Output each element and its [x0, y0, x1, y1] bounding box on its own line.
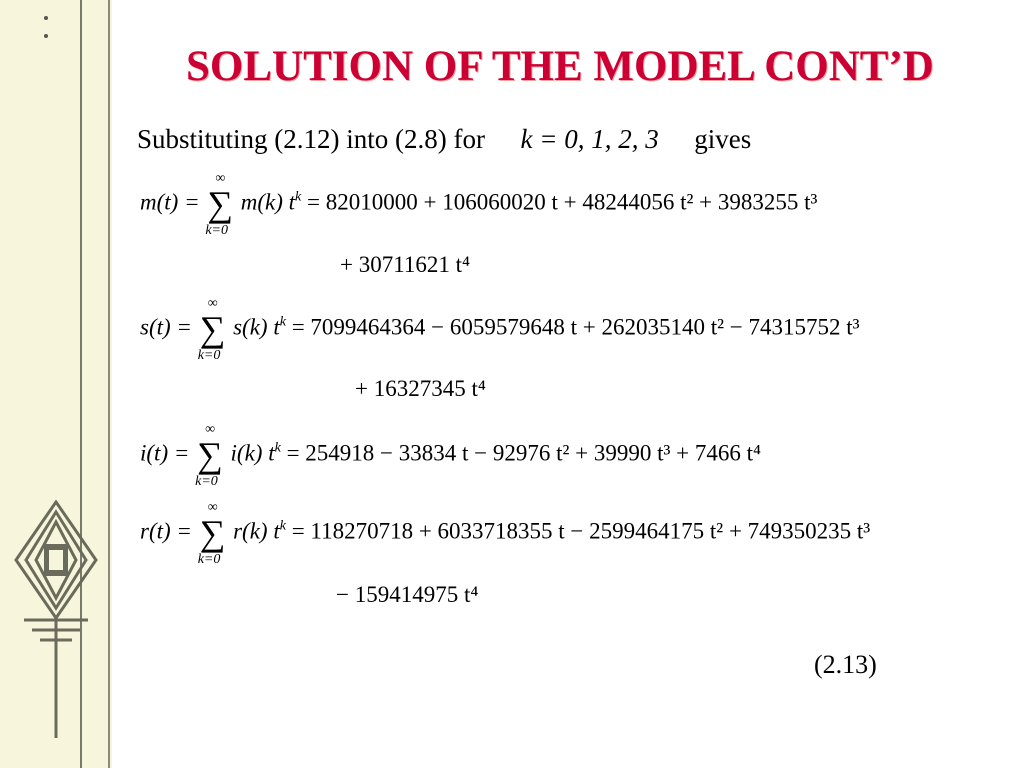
- summation-symbol: ∑ ∞ k=0: [197, 296, 226, 363]
- summation-symbol: ∑ ∞ k=0: [197, 500, 226, 567]
- equation-i: i(t) = ∑ ∞ k=0 i(k) $t^k = 254918 - 33834$ t − 92976 t² + 39990 t³ + 7466 t⁴: [140, 422, 762, 489]
- equation-polynomial: = 7099464364 − 6059579648 t + 262035140 t² − 74315752 t³: [291, 314, 860, 340]
- band-dot: [44, 34, 48, 38]
- equation-lhs: i(t) =: [140, 440, 190, 466]
- equation-term: m(k) t: [240, 189, 296, 215]
- equation-term: i(k) t: [230, 440, 275, 466]
- equation-polynomial: = 82010000 + 106060020 t + 48244056 t² + 3983255 t³: [307, 189, 818, 215]
- equation-s: s(t) = ∑ ∞ k=0 s(k) $t^k = 7099464364 - 6059579648$ t + 262035140 t² − 74315752 t³: [140, 296, 860, 363]
- intro-suffix: gives: [694, 124, 752, 154]
- summation-symbol: ∑ ∞ k=0: [195, 422, 223, 489]
- intro-sentence: [137, 124, 751, 155]
- equation-m: m(t) = ∑ ∞ k=0 m(k) $t^k = 82010000 + 106060020$ t + 48244056 t² + 3983255 t³: [140, 171, 818, 238]
- equation-polynomial: = 254918 − 33834 t − 92976 t² + 39990 t³ + 7466 t⁴: [286, 440, 762, 466]
- equation-lhs: r(t) =: [140, 518, 192, 544]
- equation-polynomial: = 118270718 + 6033718355 t − 2599464175 t² + 749350235 t³: [291, 518, 871, 544]
- k-values: k = 0, 1, 2, 3: [520, 124, 659, 154]
- equation-number: (2.13): [814, 650, 877, 679]
- band-divider-line: [108, 0, 110, 768]
- equation-r-continuation: − 159414975 t⁴: [336, 582, 479, 607]
- equation-r: r(t) = ∑ ∞ k=0 r(k) $t^k = 118270718 + 6033718355$ t − 2599464175 t² + 749350235 t³: [140, 500, 871, 567]
- band-dot: [44, 16, 48, 20]
- equation-lhs: m(t) =: [140, 189, 200, 215]
- equation-lhs: s(t) =: [140, 314, 192, 340]
- equation-s-continuation: + 16327345 t⁴: [355, 376, 486, 401]
- diamond-emblem-icon: [14, 500, 98, 740]
- equation-m-continuation: + 30711621 t⁴: [340, 252, 471, 277]
- summation-symbol: ∑ ∞ k=0: [205, 171, 234, 238]
- intro-text: Substituting (2.12) into (2.8) for: [137, 124, 485, 154]
- equation-term: s(k) t: [233, 314, 280, 340]
- equation-term: r(k) t: [233, 518, 280, 544]
- slide-title: SOLUTION OF THE MODEL CONT’D: [186, 43, 934, 90]
